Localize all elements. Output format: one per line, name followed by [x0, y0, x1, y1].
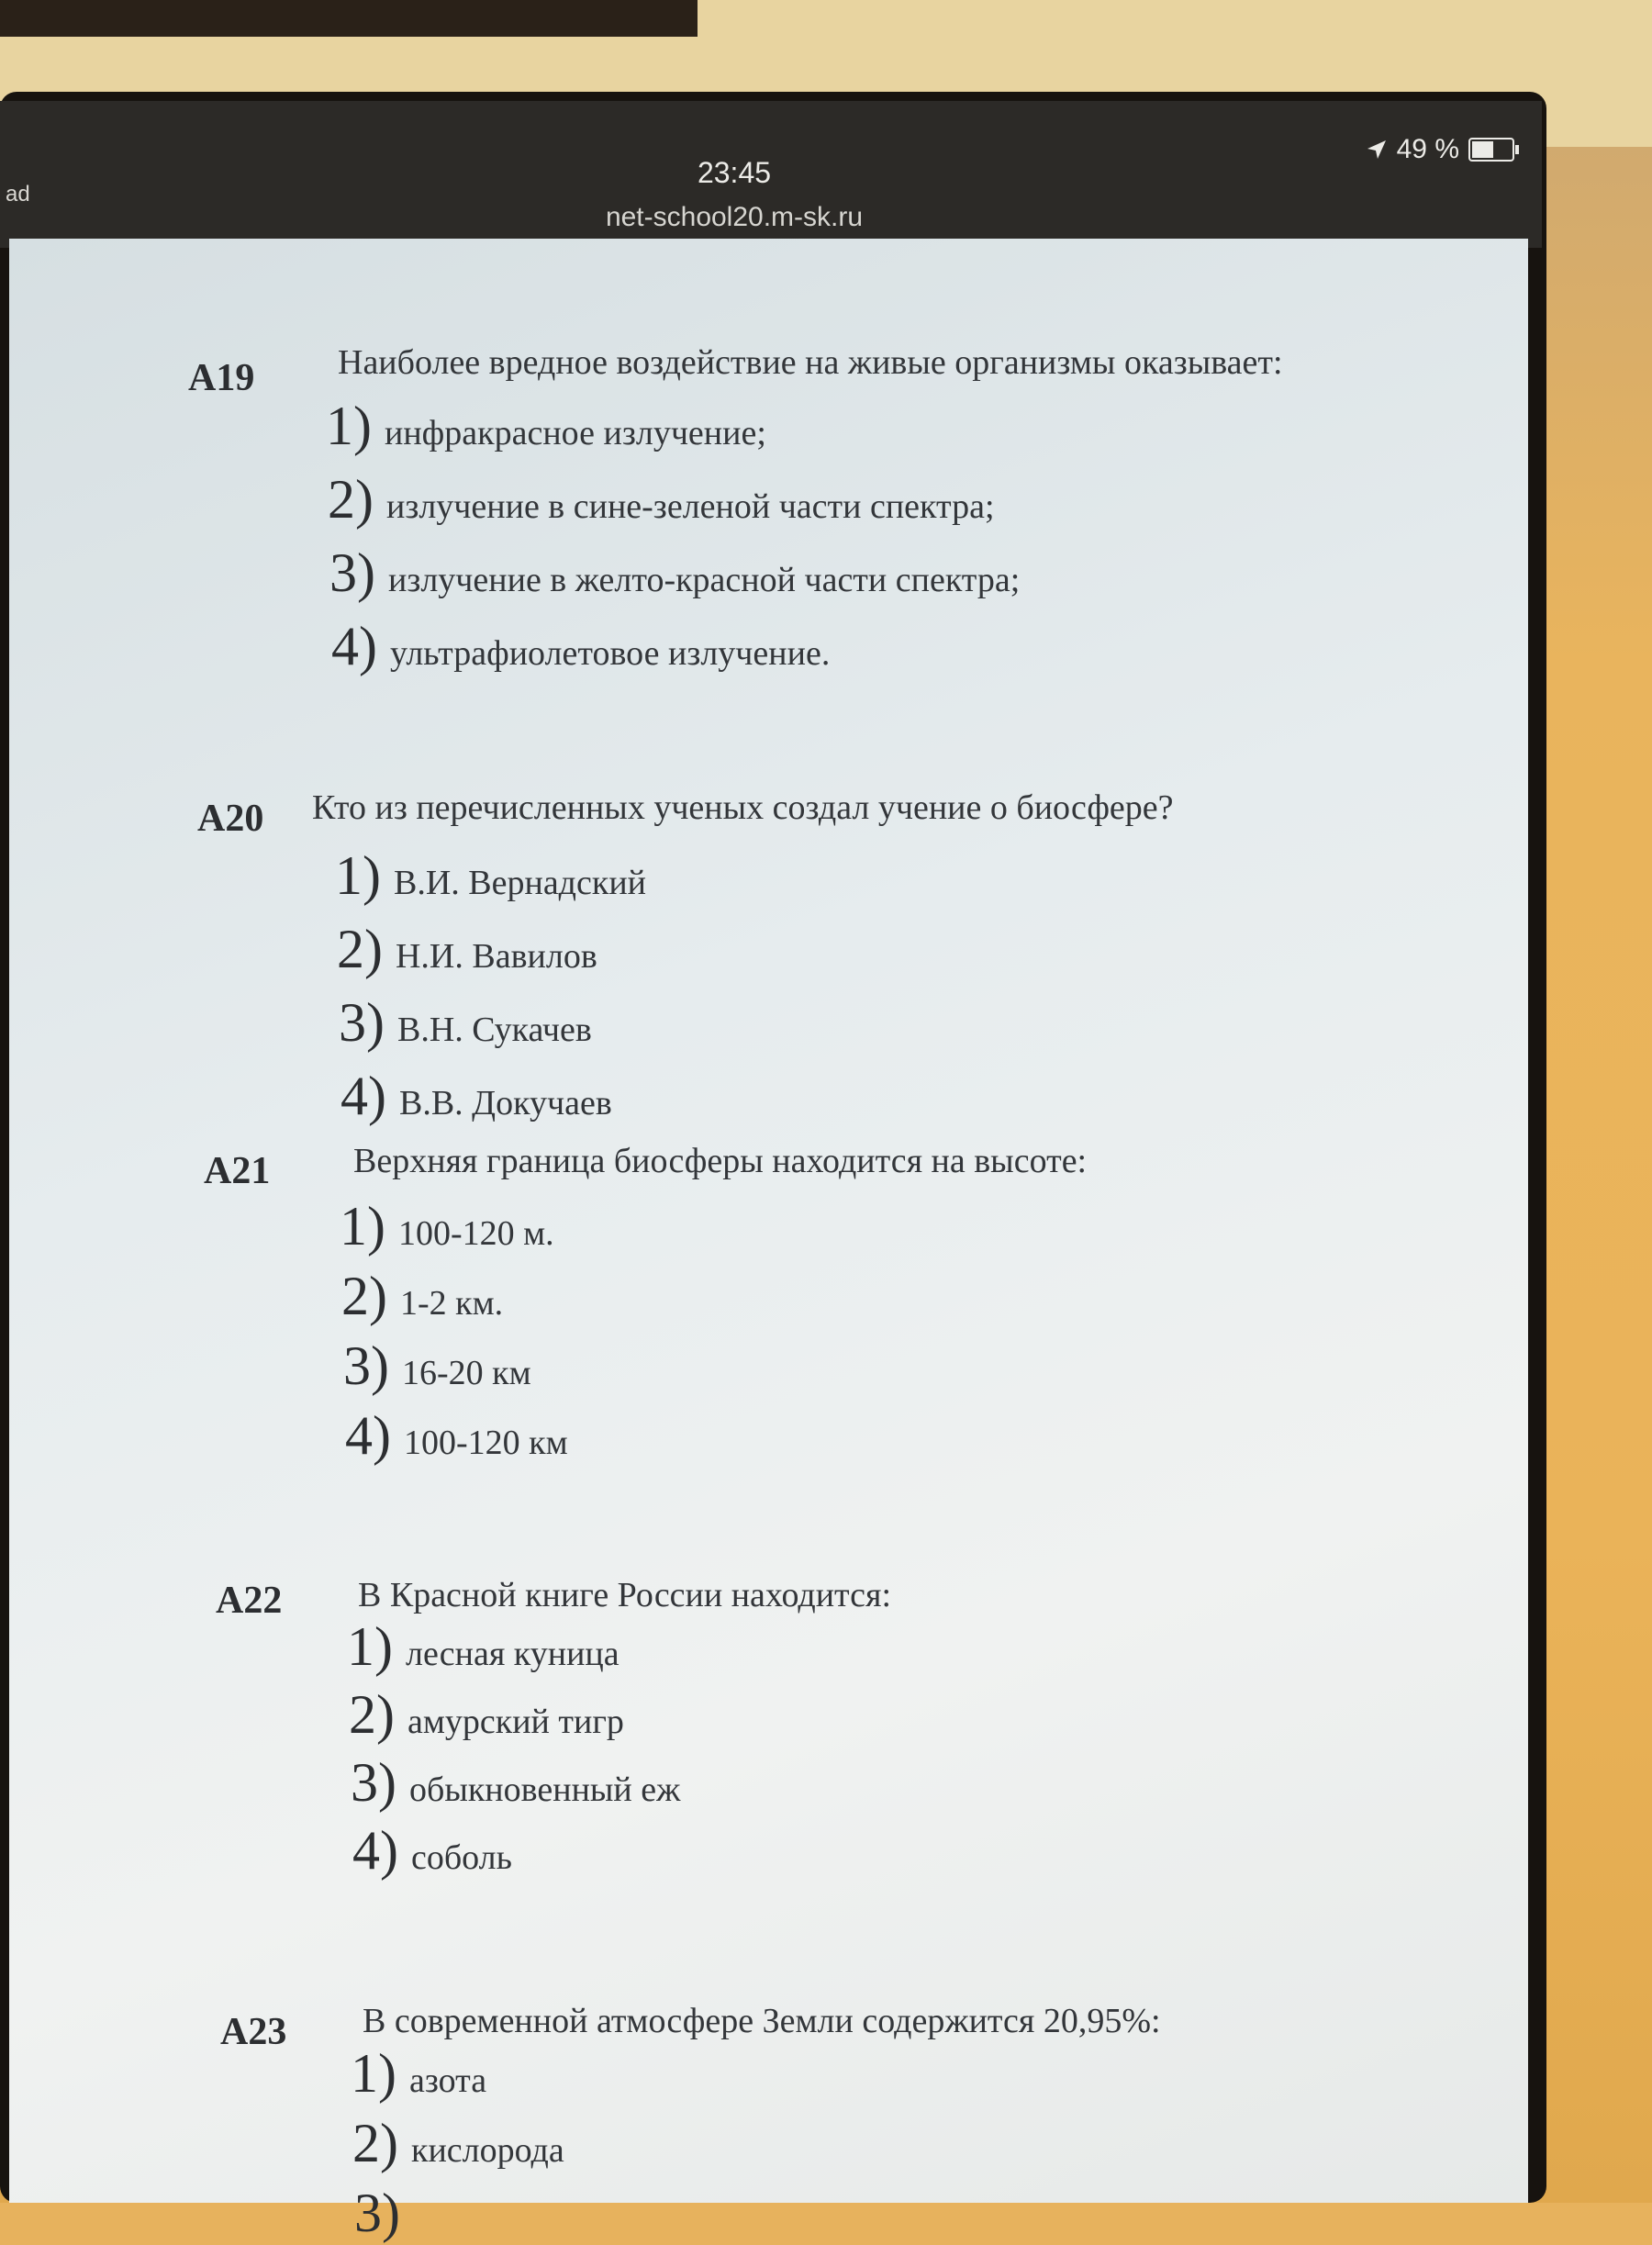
- option-text: 1-2 км.: [399, 1284, 504, 1323]
- option-number: 3): [339, 992, 385, 1053]
- option-number: 1): [347, 1616, 393, 1677]
- option-text: ультрафиолетовое излучение.: [389, 634, 831, 673]
- answer-option: [351, 1751, 680, 1815]
- option-text: соболь: [410, 1838, 512, 1877]
- option-text: обыкновенный еж: [408, 1770, 681, 1809]
- option-text: азота: [408, 2061, 487, 2100]
- question-text: Верхняя граница биосферы находится на высоте:: [353, 1142, 1088, 1180]
- option-text: инфракрасное излучение;: [384, 414, 766, 452]
- option-number: 3): [329, 542, 375, 603]
- battery-icon: [1468, 138, 1514, 162]
- option-number: 1): [351, 2043, 396, 2104]
- option-number: 3): [354, 2183, 400, 2243]
- option-text: амурский тигр: [407, 1703, 624, 1741]
- answer-option: [349, 1683, 624, 1747]
- option-text: В.В. Докучаев: [398, 1084, 612, 1122]
- option-number: 2): [341, 1266, 387, 1326]
- question-number: A23: [220, 2011, 287, 2053]
- answer-option: [329, 542, 1020, 605]
- answer-option: [352, 2112, 564, 2175]
- answer-option: [345, 1404, 568, 1468]
- option-number: 4): [340, 1066, 386, 1126]
- answer-option: [326, 395, 766, 458]
- option-number: 2): [352, 2113, 398, 2173]
- battery-percent: 49 %: [1396, 134, 1459, 164]
- option-number: 2): [328, 469, 374, 530]
- question-text: Кто из перечисленных ученых создал учение о биосфере?: [312, 788, 1174, 827]
- option-number: 2): [337, 919, 383, 979]
- location-arrow-icon: [1366, 139, 1388, 161]
- option-number: 4): [352, 1820, 398, 1881]
- answer-option: [352, 1819, 512, 1882]
- question-text: В современной атмосфере Земли содержится 20,95%:: [363, 2002, 1161, 2040]
- answer-option: [337, 918, 597, 981]
- answer-option: [354, 2182, 413, 2245]
- option-number: 2): [349, 1684, 395, 1745]
- option-text: Н.И. Вавилов: [395, 937, 597, 976]
- option-number: 4): [345, 1405, 391, 1466]
- option-text: В.И. Вернадский: [393, 864, 647, 902]
- answer-option: [341, 1265, 503, 1328]
- option-number: 4): [331, 616, 377, 676]
- answer-option: [328, 468, 995, 531]
- question-number: A22: [216, 1580, 283, 1622]
- answer-option: [340, 1065, 612, 1128]
- answer-option: [351, 2042, 486, 2105]
- question-number: A21: [204, 1150, 271, 1192]
- question-number: A20: [197, 798, 264, 840]
- answer-option: [335, 844, 646, 908]
- option-text: лесная куница: [405, 1635, 620, 1673]
- question-text: Наиболее вредное воздействие на живые организмы оказывает:: [338, 343, 1283, 382]
- option-number: 3): [351, 1752, 396, 1813]
- answer-option: [339, 991, 592, 1055]
- url-bar[interactable]: net-school20.m-sk.ru: [605, 202, 864, 232]
- clock: 23:45: [697, 156, 772, 189]
- status-icons: [1366, 134, 1514, 165]
- carrier-label: ad: [6, 182, 30, 207]
- option-text: В.Н. Сукачев: [396, 1011, 592, 1049]
- option-number: 1): [326, 396, 372, 456]
- answer-option: [343, 1335, 531, 1398]
- question-number: A19: [188, 357, 255, 399]
- option-number: 1): [335, 845, 381, 906]
- option-text: излучение в желто-красной части спектра;: [387, 561, 1021, 599]
- option-text: 100-120 км: [403, 1424, 568, 1462]
- option-text: 100-120 м.: [397, 1214, 554, 1253]
- option-text: 16-20 км: [401, 1354, 531, 1392]
- device-edge: [0, 0, 698, 37]
- answer-option: [340, 1195, 554, 1258]
- answer-option: [331, 615, 830, 678]
- option-text: кислорода: [410, 2131, 564, 2170]
- option-number: 3): [343, 1335, 389, 1396]
- option-text: излучение в сине-зеленой части спектра;: [385, 487, 995, 526]
- option-number: 1): [340, 1196, 385, 1257]
- status-bar: [0, 101, 1542, 248]
- answer-option: [347, 1615, 620, 1679]
- test-page: [9, 239, 1528, 2243]
- question-text: В Красной книге России находится:: [358, 1576, 892, 1614]
